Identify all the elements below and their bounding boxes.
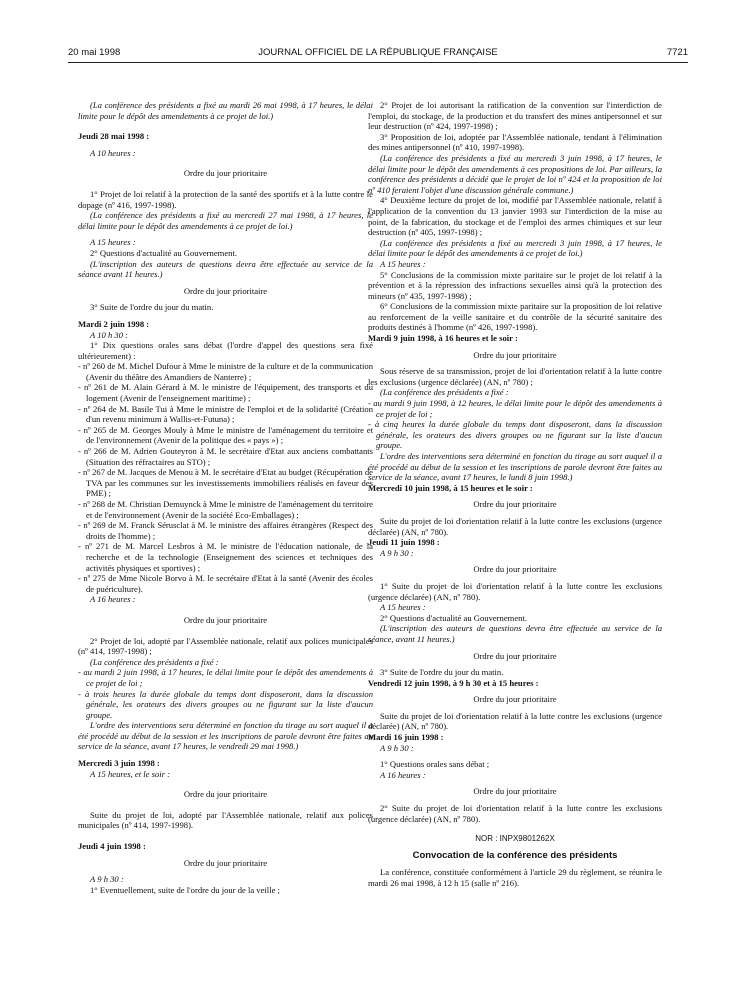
section-heading: Ordre du jour prioritaire xyxy=(473,786,557,797)
paragraph: 3° Suite de l'ordre du jour du matin. xyxy=(90,302,214,313)
section-heading: Ordre du jour prioritaire xyxy=(473,564,557,575)
paragraph: 1° Projet de loi relatif à la protection de la santé des sportifs et à la lutte contre le dopage (nº 416, 1997-1998). xyxy=(78,188,373,210)
time-heading: A 9 h 30 : xyxy=(90,874,124,885)
time-heading: A 16 heures : xyxy=(380,769,426,780)
paragraph: Sous réserve de sa transmission, projet de loi d'orientation relatif à la lutte contre les exclusions (urgence déclarée) (AN, nº 780) ; xyxy=(368,366,662,387)
list-item: - nº 266 de M. Adrien Gouteyron à M. le secrétaire d'Etat aux anciens combattants (Situation des réfractaires au STO) ; xyxy=(78,446,373,467)
right-column xyxy=(368,100,662,889)
date-heading: Mardi 9 juin 1998, à 16 heures et le soir : xyxy=(368,333,518,344)
section-title: Convocation de la conférence des présidents xyxy=(412,849,618,861)
list-item: - nº 271 de M. Marcel Lesbros à M. le ministre de l'éducation nationale, de la recherche et de la technologie (Enseignement des sciences et techniques des activités physiques et sportives) ; xyxy=(78,541,373,573)
time-heading: A 15 heures : xyxy=(90,237,136,248)
list-item: - au mardi 9 juin 1998, à 12 heures, le délai limite pour le dépôt des amendements à ce projet de loi ; xyxy=(368,398,662,419)
time-heading: A 9 h 30 : xyxy=(380,547,414,558)
header-page-number: 7721 xyxy=(666,47,688,58)
paragraph: (La conférence des présidents a fixé : xyxy=(90,656,219,667)
paragraph: 1° Suite du projet de loi d'orientation relatif à la lutte contre les exclusions (urgence déclarée) (AN, nº 780). xyxy=(368,580,662,602)
list-item: - nº 260 de M. Michel Dufour à Mme le ministre de la culture et de la communication (Avenir du théâtre des Amandiers de Nanterre) ; xyxy=(78,361,373,382)
list-item: - nº 275 de Mme Nicole Borvo à M. le secrétaire d'Etat à la santé (Avenir des écoles de puériculture). xyxy=(78,573,373,594)
time-heading: A 9 h 30 : xyxy=(380,742,414,753)
paragraph: L'ordre des interventions sera déterminé en fonction du tirage au sort auquel il a été procédé au début de la session et les inscriptions de parole devront être faites au service de la séance, avant 17 heures, le vendredi 29 mai 1998.) xyxy=(78,720,373,752)
section-heading: Ordre du jour prioritaire xyxy=(183,285,268,296)
paragraph: 3° Suite de l'ordre du jour du matin. xyxy=(380,667,504,678)
list-item: - nº 264 de M. Basile Tui à Mme le ministre de l'emploi et de la solidarité (Création d'un revenu minimum à Wallis-et-Futuna) ; xyxy=(78,403,373,425)
time-heading: A 15 heures, et le soir : xyxy=(90,768,170,779)
paragraph: 4° Deuxième lecture du projet de loi, modifié par l'Assemblée nationale, relatif à l'application de la convention du 13 janvier 1993 sur l'interdiction de la mise au point, de la fabrication, du stockage et de l'emploi des armes chimiques et sur leur destruction (nº 405, 1997-1998) ; xyxy=(368,195,662,238)
header-title: JOURNAL OFFICIEL DE LA RÉPUBLIQUE FRANÇAISE xyxy=(258,47,498,58)
paragraph: 3° Proposition de loi, adoptée par l'Assemblée nationale, tendant à l'élimination des mines antipersonnel (nº 410, 1997-1998). xyxy=(368,131,662,153)
section-heading: Ordre du jour prioritaire xyxy=(183,789,268,800)
section-heading: Ordre du jour prioritaire xyxy=(183,168,268,179)
date-heading: Mercredi 10 juin 1998, à 15 heures et le soir : xyxy=(368,482,533,493)
paragraph: Suite du projet de loi, adopté par l'Assemblée nationale, relatif aux polices municipales (nº 414, 1997-1998). xyxy=(78,809,373,831)
section-heading: Ordre du jour prioritaire xyxy=(473,499,557,510)
section-heading: Ordre du jour prioritaire xyxy=(183,857,268,868)
paragraph: 1° Eventuellement, suite de l'ordre du jour de la veille ; xyxy=(90,884,280,895)
paragraph: 2° Questions d'actualité au Gouvernement. xyxy=(380,612,527,623)
paragraph: (La conférence des présidents a fixé au mercredi 3 juin 1998, à 17 heures, le délai limite pour le dépôt des amendements à ce projet de loi.) xyxy=(368,237,662,259)
date-heading: Jeudi 4 juin 1998 : xyxy=(78,841,146,852)
paragraph: 1° Questions orales sans débat ; xyxy=(380,759,490,770)
paragraph: 2° Projet de loi, adopté par l'Assemblée nationale, relatif aux polices municipales (nº 414, 1997-1998) ; xyxy=(78,635,373,657)
nor-reference: NOR : INPX9801262X xyxy=(475,834,555,844)
paragraph: (L'inscription des auteurs de questions devra être effectuée au service de la séance avant 11 heures.) xyxy=(78,258,373,280)
paragraph: (La conférence des présidents a fixé : xyxy=(380,387,509,398)
page-header xyxy=(68,48,688,62)
paragraph: 2° Questions d'actualité au Gouvernement. xyxy=(90,247,237,258)
paragraph: Suite du projet de loi d'orientation relatif à la lutte contre les exclusions (urgence déclarée) (AN, nº 780). xyxy=(368,515,662,537)
paragraph: 6° Conclusions de la commission mixte paritaire sur la proposition de loi relative au renforcement de la veille sanitaire et du contrôle de la sécurité sanitaire des produits destinés à l'homme (nº 426, 1997-1998). xyxy=(368,301,662,333)
list-item: - à trois heures la durée globale du temps dont disposeront, dans la discussion générale, les orateurs des divers groupes ou ne figurant sur la liste d'aucun groupe. xyxy=(78,688,373,720)
section-heading: Ordre du jour prioritaire xyxy=(473,349,557,360)
header-date: 20 mai 1998 xyxy=(68,47,121,58)
list-item: - nº 265 de M. Georges Mouly à Mme le ministre de l'aménagement du territoire et de l'environnement (Avenir de la politique des « pays ») ; xyxy=(78,424,373,446)
paragraph: 1° Dix questions orales sans débat (l'ordre d'appel des questions sera fixé ultérieurement) : xyxy=(78,340,373,361)
date-heading: Mercredi 3 juin 1998 : xyxy=(78,758,160,769)
paragraph: (La conférence des présidents a fixé au mercredi 27 mai 1998, à 17 heures, le délai limite pour le dépôt des amendements à ce projet de loi.) xyxy=(78,210,373,231)
list-item: - nº 267 de M. Jacques de Menou à M. le secrétaire d'Etat au budget (Récupération de TVA par les communes sur les investissements immobiliers réalisés en faveur des PME) ; xyxy=(78,467,373,499)
paragraph: 5° Conclusions de la commission mixte paritaire sur le projet de loi relatif à la prévention et à la répression des infractions sexuelles ainsi qu'à la protection des mineurs (nº 435, 1997-1998) ; xyxy=(368,269,662,301)
time-heading: A 15 heures : xyxy=(380,258,426,269)
date-heading: Jeudi 11 juin 1998 : xyxy=(368,537,440,548)
paragraph: L'ordre des interventions sera déterminé en fonction du tirage au sort auquel il a été procédé au début de la session et les inscriptions de parole devront être faites au service de la séance, avant 17 heures, le lundi 8 juin 1998.) xyxy=(368,451,662,483)
date-heading: Mardi 16 juin 1998 : xyxy=(368,732,444,743)
left-column xyxy=(78,100,373,895)
paragraph: 2° Suite du projet de loi d'orientation relatif à la lutte contre les exclusions (urgence déclarée) (AN, nº 780). xyxy=(368,803,662,824)
section-heading: Ordre du jour prioritaire xyxy=(473,650,557,661)
list-item: - nº 269 de M. Franck Sérusclat à M. le ministre des affaires étrangères (Respect des droits de l'homme) ; xyxy=(78,520,373,541)
list-item: - à cinq heures la durée globale du temps dont disposeront, dans la discussion générale, les orateurs des divers groupes ou ne figurant sur la liste d'aucun groupe. xyxy=(368,419,662,451)
list-item: - nº 268 de M. Christian Demuynck à Mme le ministre de l'aménagement du territoire et de l'environnement (Avenir de la société Eco-Emballages) ; xyxy=(78,499,373,520)
time-heading: A 15 heures : xyxy=(380,602,426,613)
list-item: - au mardi 2 juin 1998, à 17 heures, le délai limite pour le dépôt des amendements à ce projet de loi ; xyxy=(78,667,373,688)
header-rule xyxy=(68,62,688,63)
list-item: - nº 261 de M. Alain Gérard à M. le ministre de l'équipement, des transports et du logement (Avenir de l'enseignement maritime) ; xyxy=(78,382,373,404)
time-heading: A 10 heures : xyxy=(90,147,136,158)
paragraph: 2° Projet de loi autorisant la ratification de la convention sur l'interdiction de l'emploi, du stockage, de la production et du transfert des mines antipersonnel et sur leur destruction (nº 424, 1997-1998) ; xyxy=(368,100,662,132)
date-heading: Jeudi 28 mai 1998 : xyxy=(78,131,150,142)
time-heading: A 10 h 30 : xyxy=(90,329,129,340)
time-heading: A 16 heures : xyxy=(90,594,136,605)
paragraph: (L'inscription des auteurs de questions devra être effectuée au service de la séance, avant 11 heures.) xyxy=(368,623,662,644)
paragraph: (La conférence des présidents a fixé au mardi 26 mai 1998, à 17 heures, le délai limite pour le dépôt des amendements à ce projet de loi.) xyxy=(78,100,373,121)
paragraph: Suite du projet de loi d'orientation relatif à la lutte contre les exclusions (urgence déclarée) (AN, nº 780). xyxy=(368,710,662,732)
paragraph: La conférence, constituée conformément à l'article 29 du règlement, se réunira le mardi 26 mai 1998, à 12 h 15 (salle nº 216). xyxy=(368,867,662,888)
section-heading: Ordre du jour prioritaire xyxy=(183,614,268,625)
section-heading: Ordre du jour prioritaire xyxy=(473,694,557,705)
date-heading: Vendredi 12 juin 1998, à 9 h 30 et à 15 heures : xyxy=(368,677,539,688)
date-heading: Mardi 2 juin 1998 : xyxy=(78,318,150,329)
paragraph: (La conférence des présidents a fixé au mercredi 3 juin 1998, à 17 heures, le délai limite pour le dépôt des amendements à ces propositions de loi. Par ailleurs, la conférence des présidents a décidé que le projet de loi nº 424 et la proposition de loi nº 410 feraient l'objet d'une discussion générale commune.) xyxy=(368,152,662,195)
